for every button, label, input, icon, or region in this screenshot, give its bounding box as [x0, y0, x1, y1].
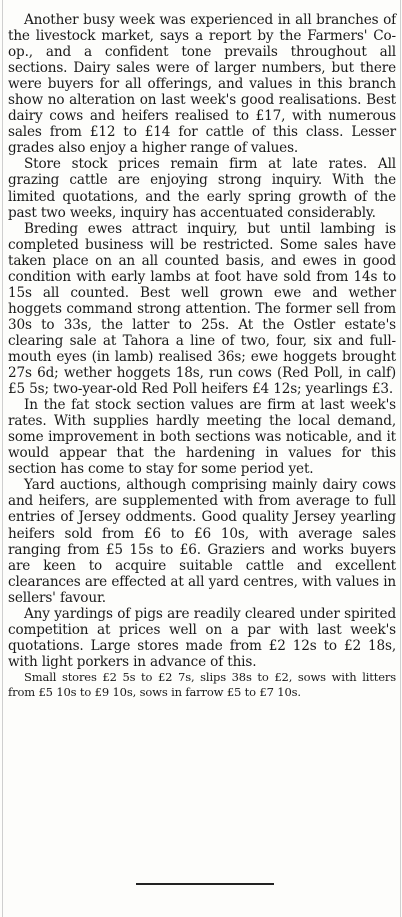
paragraph-small-stores: Small stores £2 5s to £2 7s, slips 38s to £2, sows with litters from £5 10s to £9 10s, sows in farrow £5 to £7 10s. [8, 669, 396, 699]
column-rule-left [2, 0, 3, 917]
paragraph-yard-auctions: Yard auctions, although comprising mainly dairy cows and heifers, are supplemented with from average to full entries of Jersey oddments. Good quality Jersey yearling heifers sold from £6 to £6 10s, with average sales ranging from £5 15s to £6. Graziers and works buyers are keen to acquire suitable cattle and excellent clearances are effected at all yard centres, with values in sellers' favour. [8, 477, 396, 606]
paragraph-store-stock: Store stock prices remain firm at late rates. All grazing cattle are enjoying strong inquiry. With the limited quotations, and the early spring growth of the past two weeks, inquiry has accentuated considerably. [8, 156, 396, 221]
end-rule [136, 883, 274, 885]
paragraph-breeding-ewes: Breding ewes attract inquiry, but until lambing is completed business will be restricted. Some sales have taken place on an all counted basis, and ewes in good condition with early lambs at foot have sold from 14s to 15s all counted. Best well grown ewe and wether hoggets command strong attention. The former sell from 30s to 33s, the latter to 25s. At the Ostler estate's clearing sale at Tahora a line of two, four, six and full-mouth eyes (in lamb) realised 36s; ewe hoggets brought 27s 6d; wether hoggets 18s, run cows (Red Poll, in calf) £5 5s; two-year-old Red Poll heifers £4 12s; yearlings £3. [8, 220, 396, 398]
paragraph-dairy-sales: Another busy week was experienced in all branches of the livestock market, says a report by the Farmers' Co-op., and a confident tone prevails throughout all sections. Dairy sales were of larger numbers, but there were buyers for all offerings, and values in this branch show no alteration on last week's good realisations. Best dairy cows and heifers realised to £17, with numerous sales from £12 to £14 for cattle of this class. Lesser grades also enjoy a higher range of values. [8, 12, 396, 157]
column-rule-right [400, 0, 401, 917]
paragraph-pigs: Any yardings of pigs are readily cleared under spirited competition at prices well on a par with last week's quotations. Large stores made from £2 12s to £2 18s, with light porkers in advance of this. [8, 605, 396, 670]
paragraph-fat-stock: In the fat stock section values are firm at last week's rates. With supplies hardly meeting the local demand, some improvement in both sections was noticable, and it would appear that the hardening in values for this section has come to stay for some period yet. [8, 397, 396, 478]
